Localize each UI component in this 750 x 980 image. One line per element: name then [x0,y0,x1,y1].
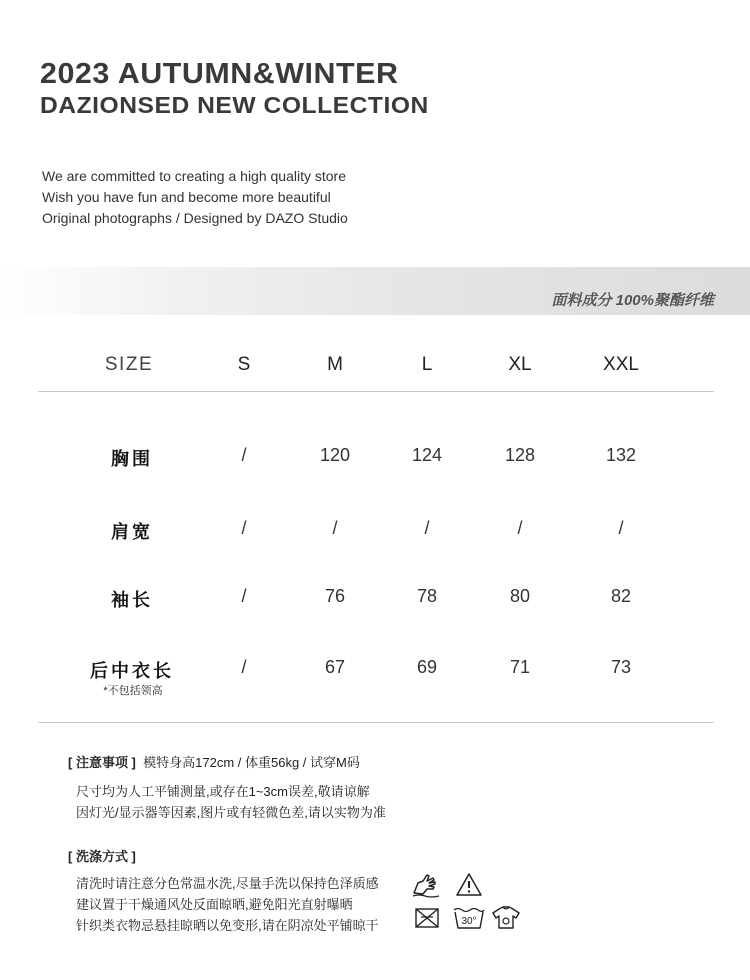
washing-body [76,873,379,936]
table-cell: / [332,518,338,538]
table-cell: 120 [319,445,351,465]
warning-icon [455,872,483,898]
table-cell: 76 [324,586,346,606]
intro-line-2: Wish you have fun and become more beautiful [42,189,331,205]
fabric-band [0,267,750,315]
notes-body [76,781,386,823]
model-info: 模特身高172cm / 体重56kg / 试穿M码 [143,755,360,770]
hand-wash-icon [411,871,441,899]
intro-line-1: We are committed to creating a high quality store [42,168,347,184]
notes-header [68,752,360,771]
table-cell: / [517,518,523,538]
size-xxl: XXL [603,354,639,375]
washing-line-2: 建议置于干燥通风处反面晾晒,避免阳光直射曝晒 [76,897,353,912]
washing-header [68,846,136,865]
washing-line-1: 清洗时请注意分色常温水洗,尽量手洗以保持色泽质感 [76,876,379,891]
iron-icon [491,905,521,931]
table-cell: 124 [411,445,443,465]
table-cell: 71 [509,657,531,677]
size-m: M [327,354,343,375]
row-note-collar: *不包括领高 [103,685,163,697]
table-cell: 78 [416,586,438,606]
table-cell: 69 [416,657,438,677]
table-cell: / [424,518,430,538]
washing-title: [ 洗涤方式 ] [68,849,136,864]
table-top-rule [38,391,714,392]
table-cell: / [618,518,624,538]
do-not-tumble-dry-icon [414,906,440,930]
table-cell: / [241,445,247,465]
table-cell: / [241,518,247,538]
fabric-composition: 面料成分 100%聚酯纤维 [551,292,714,309]
size-l: L [421,354,433,375]
size-header-label: SIZE [104,354,154,375]
intro-line-3: Original photographs / Designed by DAZO Studio [42,210,348,226]
size-xl: XL [508,354,532,375]
table-cell: 73 [610,657,632,677]
row-label-sleeve: 袖长 [111,590,153,610]
row-label-chest: 胸围 [111,449,153,469]
table-cell: 82 [610,586,632,606]
intro-text [42,166,348,229]
collection-title: 2023 AUTUMN&WINTER [40,58,399,90]
wash-temperature: 30° [461,916,477,927]
table-cell: 132 [605,445,637,465]
table-cell: 128 [504,445,536,465]
table-cell: 67 [324,657,346,677]
collection-subtitle: DAZIONSED NEW COLLECTION [40,92,429,118]
table-cell: 80 [509,586,531,606]
notes-line-1: 尺寸均为人工平铺测量,或存在1~3cm误差,敬请谅解 [76,784,370,799]
size-s: S [237,354,251,375]
row-label-back-length: 后中衣长 [90,661,174,681]
table-bottom-rule [38,722,714,723]
table-cell: / [241,586,247,606]
notes-title: [ 注意事项 ] [68,755,136,770]
notes-line-2: 因灯光/显示器等因素,图片或有轻微色差,请以实物为准 [76,805,386,820]
wash-30-icon [452,905,486,931]
table-cell: / [241,657,247,677]
washing-line-3: 针织类衣物忌悬挂晾晒以免变形,请在阴凉处平铺晾干 [76,918,379,933]
row-label-shoulder: 肩宽 [111,522,153,542]
